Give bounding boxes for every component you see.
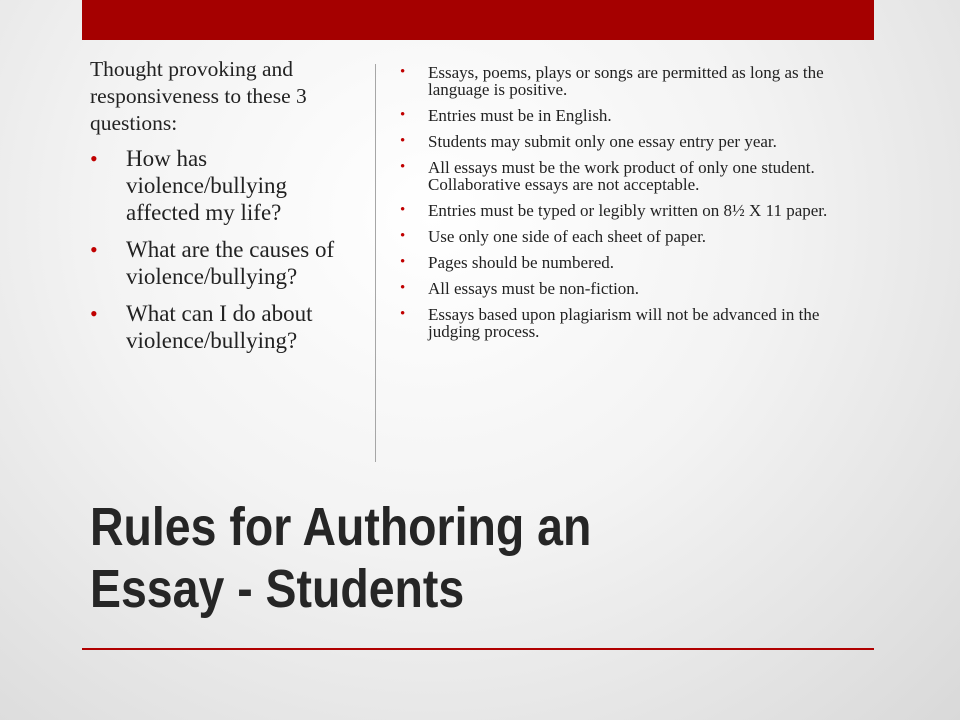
bullet-icon: • xyxy=(400,202,406,218)
rule-item xyxy=(400,133,860,150)
title-line-1: Rules for Authoring an xyxy=(90,497,592,557)
question-text: How has violence/bullying affected my life? xyxy=(126,146,287,225)
rule-item xyxy=(400,159,860,193)
bullet-icon: • xyxy=(400,64,406,80)
rule-item xyxy=(400,254,860,271)
rule-text: Use only one side of each sheet of paper. xyxy=(428,227,707,246)
bullet-icon: • xyxy=(400,306,406,322)
top-accent-bar xyxy=(82,0,874,40)
rule-text: Essays based upon plagiarism will not be advanced in the judging process. xyxy=(428,305,820,341)
rule-item xyxy=(400,64,860,98)
column-divider xyxy=(375,64,376,462)
rule-item xyxy=(400,107,860,124)
bullet-icon: • xyxy=(400,133,406,149)
bullet-icon: • xyxy=(400,228,406,244)
bullet-icon: • xyxy=(400,159,406,175)
rule-item xyxy=(400,280,860,297)
rules-list xyxy=(400,64,860,340)
question-text: What can I do about violence/bullying? xyxy=(126,301,313,353)
right-column xyxy=(400,64,860,349)
question-item xyxy=(90,300,358,354)
bullet-icon: • xyxy=(90,301,98,326)
rule-text: Entries must be typed or legibly written on 8½ X 11 paper. xyxy=(428,201,828,220)
left-column xyxy=(90,56,358,364)
bullet-icon: • xyxy=(400,280,406,296)
intro-text: Thought provoking and responsiveness to these 3 questions: xyxy=(90,57,307,135)
rule-item xyxy=(400,228,860,245)
bullet-icon: • xyxy=(90,237,98,262)
question-list xyxy=(90,145,358,354)
bullet-icon: • xyxy=(90,146,98,171)
question-item xyxy=(90,236,358,290)
bullet-icon: • xyxy=(400,254,406,270)
rule-text: Entries must be in English. xyxy=(428,106,612,125)
title-underline xyxy=(82,648,874,650)
rule-item xyxy=(400,306,860,340)
bullet-icon: • xyxy=(400,107,406,123)
rule-text: Essays, poems, plays or songs are permitted as long as the language is positive. xyxy=(428,63,824,99)
rule-text: All essays must be non-fiction. xyxy=(428,279,640,298)
question-text: What are the causes of violence/bullying? xyxy=(126,237,335,289)
title-line-2: Essay - Students xyxy=(90,559,465,619)
rule-item xyxy=(400,202,860,219)
rule-text: All essays must be the work product of only one student. Collaborative essays are not acceptable. xyxy=(428,158,815,194)
rule-text: Students may submit only one essay entry per year. xyxy=(428,132,777,151)
rule-text: Pages should be numbered. xyxy=(428,253,615,272)
slide-title xyxy=(90,496,761,620)
question-item xyxy=(90,145,358,226)
